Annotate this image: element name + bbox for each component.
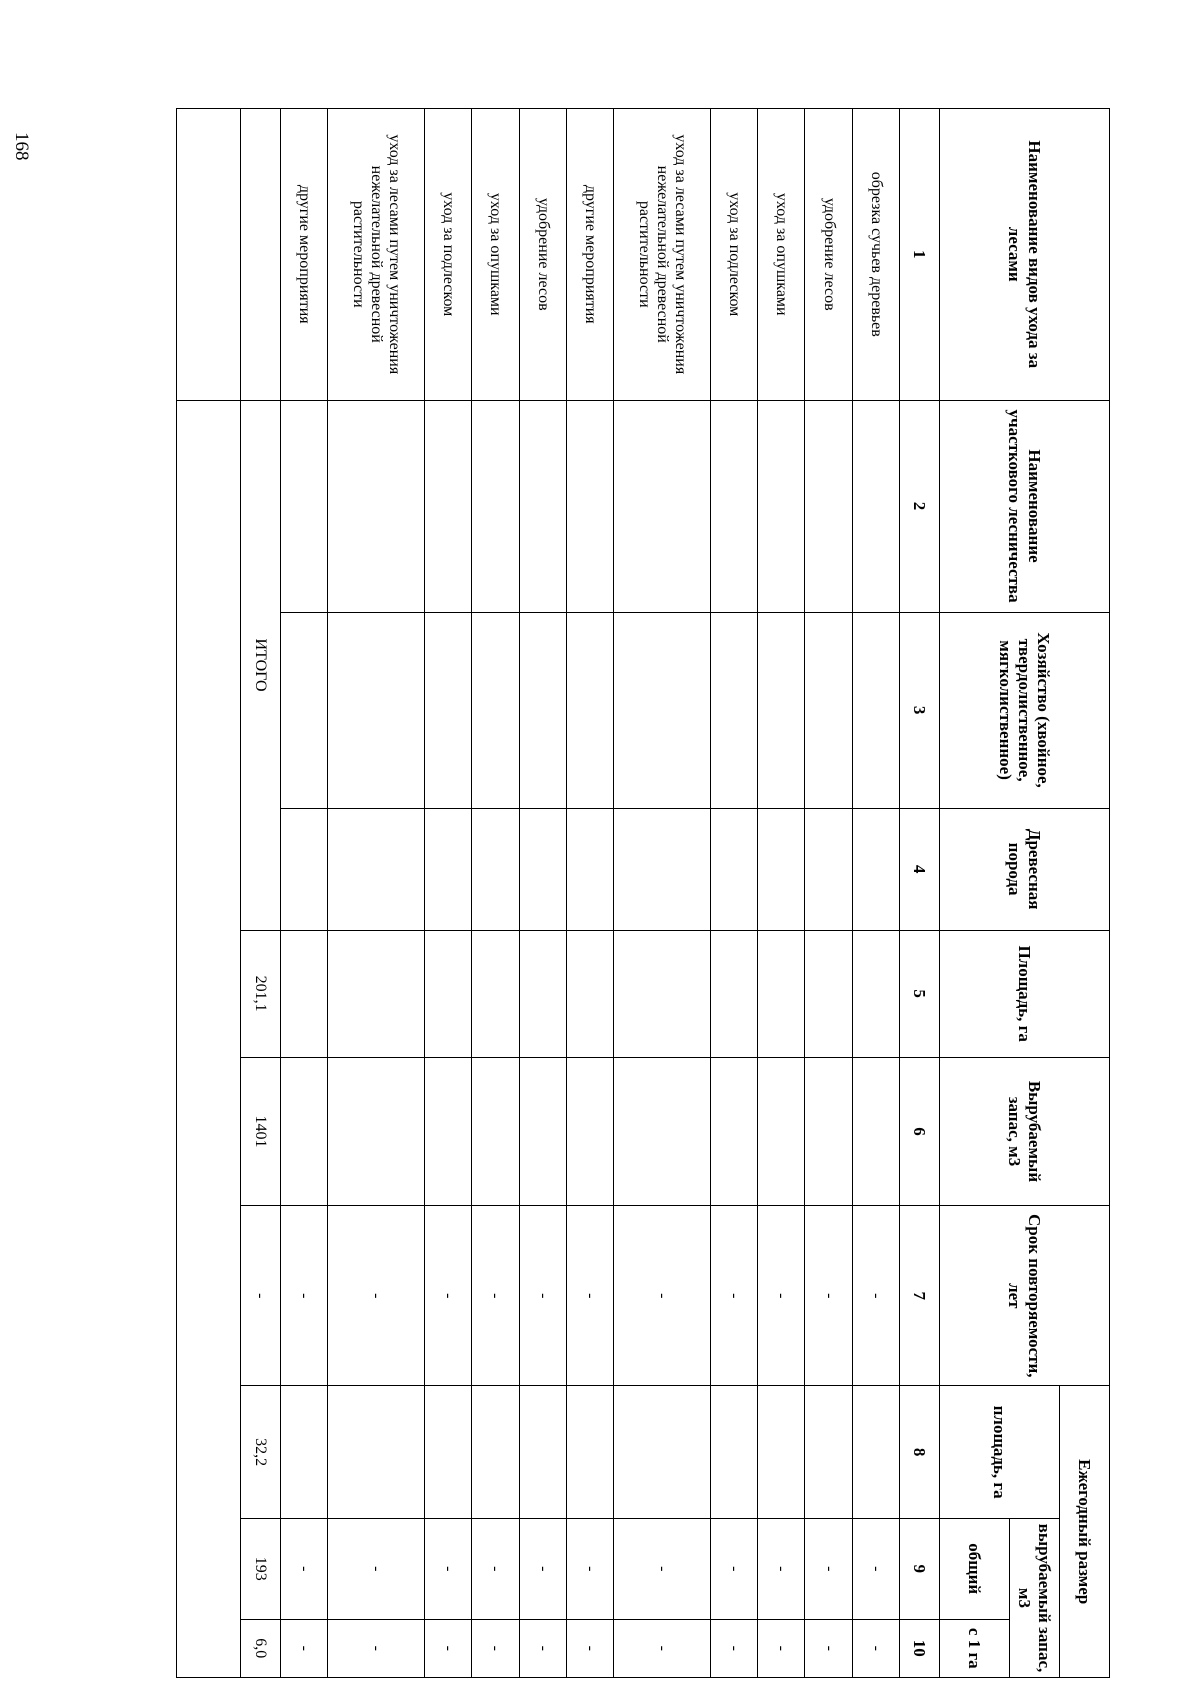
stock-total-cell: - bbox=[852, 1518, 899, 1619]
felled-stock-cell bbox=[711, 1057, 758, 1205]
header-annual-stock: вырубаемый запас, м3 bbox=[1010, 1518, 1060, 1677]
economy-cell bbox=[711, 612, 758, 808]
forestry-cell bbox=[566, 400, 613, 612]
rotated-table-container bbox=[176, 108, 1110, 1678]
annual-area-cell bbox=[758, 1386, 805, 1519]
area-cell bbox=[281, 930, 328, 1057]
area-cell bbox=[519, 930, 566, 1057]
species-cell bbox=[758, 808, 805, 930]
column-number: 8 bbox=[900, 1386, 940, 1519]
stock-total-cell: - bbox=[472, 1518, 519, 1619]
table-row bbox=[425, 109, 472, 1678]
stock-per-ha-cell: - bbox=[328, 1619, 425, 1677]
header-stock-total: общий bbox=[940, 1518, 1010, 1619]
column-number: 7 bbox=[900, 1206, 940, 1386]
economy-cell bbox=[328, 612, 425, 808]
forestry-cell bbox=[758, 400, 805, 612]
area-cell bbox=[711, 930, 758, 1057]
header-repeat-period: Срок повторяемости, лет bbox=[940, 1206, 1110, 1386]
stock-per-ha-cell: - bbox=[614, 1619, 711, 1677]
stock-total-cell: - bbox=[566, 1518, 613, 1619]
care-type-cell: уход за опушками bbox=[472, 109, 519, 401]
column-number: 6 bbox=[900, 1057, 940, 1205]
care-type-cell: уход за лесами путем уничтожения нежелательной древесной растительности bbox=[614, 109, 711, 401]
care-type-cell: удобрение лесов bbox=[519, 109, 566, 401]
economy-cell bbox=[519, 612, 566, 808]
column-number: 3 bbox=[900, 612, 940, 808]
economy-cell bbox=[758, 612, 805, 808]
care-type-cell: удобрение лесов bbox=[805, 109, 852, 401]
stock-per-ha-cell: - bbox=[566, 1619, 613, 1677]
stock-per-ha-cell: - bbox=[805, 1619, 852, 1677]
forestry-cell bbox=[281, 400, 328, 612]
header-care-type: Наименование видов ухода за лесами bbox=[940, 109, 1110, 401]
stock-per-ha-cell: - bbox=[711, 1619, 758, 1677]
stock-per-ha-cell: - bbox=[758, 1619, 805, 1677]
column-number: 9 bbox=[900, 1518, 940, 1619]
repeat-period-cell: - bbox=[328, 1206, 425, 1386]
care-type-cell: другие мероприятия bbox=[281, 109, 328, 401]
annual-area-cell bbox=[519, 1386, 566, 1519]
annual-area-cell bbox=[852, 1386, 899, 1519]
stock-per-ha-cell: - bbox=[519, 1619, 566, 1677]
species-cell bbox=[425, 808, 472, 930]
stock-total-cell: - bbox=[805, 1518, 852, 1619]
felled-stock-cell bbox=[281, 1057, 328, 1205]
species-cell bbox=[472, 808, 519, 930]
felled-stock-cell bbox=[852, 1057, 899, 1205]
annual-area-cell bbox=[472, 1386, 519, 1519]
table-row bbox=[711, 109, 758, 1678]
felled-stock-cell bbox=[758, 1057, 805, 1205]
area-cell bbox=[425, 930, 472, 1057]
repeat-period-cell: - bbox=[281, 1206, 328, 1386]
column-number: 4 bbox=[900, 808, 940, 930]
economy-cell bbox=[852, 612, 899, 808]
care-type-cell: обрезка сучьев деревьев bbox=[852, 109, 899, 401]
stock-per-ha-cell: - bbox=[281, 1619, 328, 1677]
species-cell bbox=[281, 808, 328, 930]
repeat-period-cell: - bbox=[519, 1206, 566, 1386]
column-number: 10 bbox=[900, 1619, 940, 1677]
stock-total-cell: - bbox=[328, 1518, 425, 1619]
species-cell bbox=[328, 808, 425, 930]
felled-stock-cell bbox=[805, 1057, 852, 1205]
repeat-period-cell: - bbox=[425, 1206, 472, 1386]
stock-per-ha-cell: - bbox=[472, 1619, 519, 1677]
header-annual-area: площадь, га bbox=[940, 1386, 1060, 1519]
repeat-period-cell: - bbox=[805, 1206, 852, 1386]
area-cell bbox=[614, 930, 711, 1057]
area-cell bbox=[805, 930, 852, 1057]
header-area: Площадь, га bbox=[940, 930, 1110, 1057]
species-cell bbox=[711, 808, 758, 930]
care-type-cell: уход за опушками bbox=[758, 109, 805, 401]
header-stock-per-ha: с 1 га bbox=[940, 1619, 1010, 1677]
forestry-cell bbox=[328, 400, 425, 612]
table-row bbox=[758, 109, 805, 1678]
felled-stock-cell bbox=[472, 1057, 519, 1205]
forestry-cell bbox=[711, 400, 758, 612]
table-row bbox=[852, 109, 899, 1678]
total-stock-per-ha: 6,0 bbox=[241, 1619, 281, 1677]
forestry-cell bbox=[805, 400, 852, 612]
species-cell bbox=[852, 808, 899, 930]
repeat-period-cell: - bbox=[614, 1206, 711, 1386]
care-type-cell: уход за подлеском bbox=[425, 109, 472, 401]
species-cell bbox=[519, 808, 566, 930]
care-type-cell: уход за лесами путем уничтожения нежелательной древесной растительности bbox=[328, 109, 425, 401]
care-type-cell: уход за подлеском bbox=[711, 109, 758, 401]
annual-area-cell bbox=[425, 1386, 472, 1519]
total-area: 201,1 bbox=[241, 930, 281, 1057]
annual-area-cell bbox=[566, 1386, 613, 1519]
repeat-period-cell: - bbox=[758, 1206, 805, 1386]
header-forestry-name: Наименование участкового лесничества bbox=[940, 400, 1110, 612]
page-number: 168 bbox=[11, 132, 32, 161]
forestry-cell bbox=[614, 400, 711, 612]
species-cell bbox=[805, 808, 852, 930]
blank-cell bbox=[177, 400, 241, 1677]
blank-row bbox=[177, 109, 241, 1678]
annual-area-cell bbox=[614, 1386, 711, 1519]
forestry-cell bbox=[472, 400, 519, 612]
header-felled-stock: Вырубаемый запас, м3 bbox=[940, 1057, 1110, 1205]
economy-cell bbox=[805, 612, 852, 808]
stock-total-cell: - bbox=[425, 1518, 472, 1619]
annual-area-cell bbox=[281, 1386, 328, 1519]
stock-total-cell: - bbox=[281, 1518, 328, 1619]
felled-stock-cell bbox=[425, 1057, 472, 1205]
care-type-cell: другие мероприятия bbox=[566, 109, 613, 401]
stock-total-cell: - bbox=[758, 1518, 805, 1619]
economy-cell bbox=[566, 612, 613, 808]
economy-cell bbox=[614, 612, 711, 808]
annual-area-cell bbox=[328, 1386, 425, 1519]
felled-stock-cell bbox=[328, 1057, 425, 1205]
table-body bbox=[281, 109, 900, 1678]
table-row bbox=[281, 109, 328, 1678]
forestry-cell bbox=[519, 400, 566, 612]
stock-total-cell: - bbox=[614, 1518, 711, 1619]
total-cell-empty bbox=[241, 109, 281, 401]
area-cell bbox=[852, 930, 899, 1057]
blank-cell bbox=[177, 109, 241, 401]
economy-cell bbox=[281, 612, 328, 808]
species-cell bbox=[566, 808, 613, 930]
economy-cell bbox=[472, 612, 519, 808]
column-number: 1 bbox=[900, 109, 940, 401]
table-row bbox=[472, 109, 519, 1678]
table-row bbox=[614, 109, 711, 1678]
economy-cell bbox=[425, 612, 472, 808]
area-cell bbox=[566, 930, 613, 1057]
repeat-period-cell: - bbox=[566, 1206, 613, 1386]
total-felled-stock: 1401 bbox=[241, 1057, 281, 1205]
header-annual-size: Ежегодный размер bbox=[1060, 1386, 1110, 1678]
felled-stock-cell bbox=[566, 1057, 613, 1205]
forest-care-table bbox=[176, 108, 1110, 1678]
repeat-period-cell: - bbox=[472, 1206, 519, 1386]
stock-per-ha-cell: - bbox=[425, 1619, 472, 1677]
total-row bbox=[241, 109, 281, 1678]
stock-per-ha-cell: - bbox=[852, 1619, 899, 1677]
annual-area-cell bbox=[805, 1386, 852, 1519]
felled-stock-cell bbox=[614, 1057, 711, 1205]
table-row bbox=[805, 109, 852, 1678]
total-label: ИТОГО bbox=[241, 400, 281, 930]
area-cell bbox=[758, 930, 805, 1057]
area-cell bbox=[472, 930, 519, 1057]
repeat-period-cell: - bbox=[852, 1206, 899, 1386]
header-tree-species: Древесная порода bbox=[940, 808, 1110, 930]
table-row bbox=[519, 109, 566, 1678]
stock-total-cell: - bbox=[519, 1518, 566, 1619]
forestry-cell bbox=[425, 400, 472, 612]
header-economy: Хозяйство (хвойное, твердолиственное, мягколиственное) bbox=[940, 612, 1110, 808]
table-row bbox=[328, 109, 425, 1678]
column-number: 5 bbox=[900, 930, 940, 1057]
total-stock-total: 193 bbox=[241, 1518, 281, 1619]
species-cell bbox=[614, 808, 711, 930]
column-number: 2 bbox=[900, 400, 940, 612]
felled-stock-cell bbox=[519, 1057, 566, 1205]
repeat-period-cell: - bbox=[711, 1206, 758, 1386]
stock-total-cell: - bbox=[711, 1518, 758, 1619]
area-cell bbox=[328, 930, 425, 1057]
annual-area-cell bbox=[711, 1386, 758, 1519]
table-row bbox=[566, 109, 613, 1678]
forestry-cell bbox=[852, 400, 899, 612]
total-repeat-period: - bbox=[241, 1206, 281, 1386]
total-annual-area: 32,2 bbox=[241, 1386, 281, 1519]
